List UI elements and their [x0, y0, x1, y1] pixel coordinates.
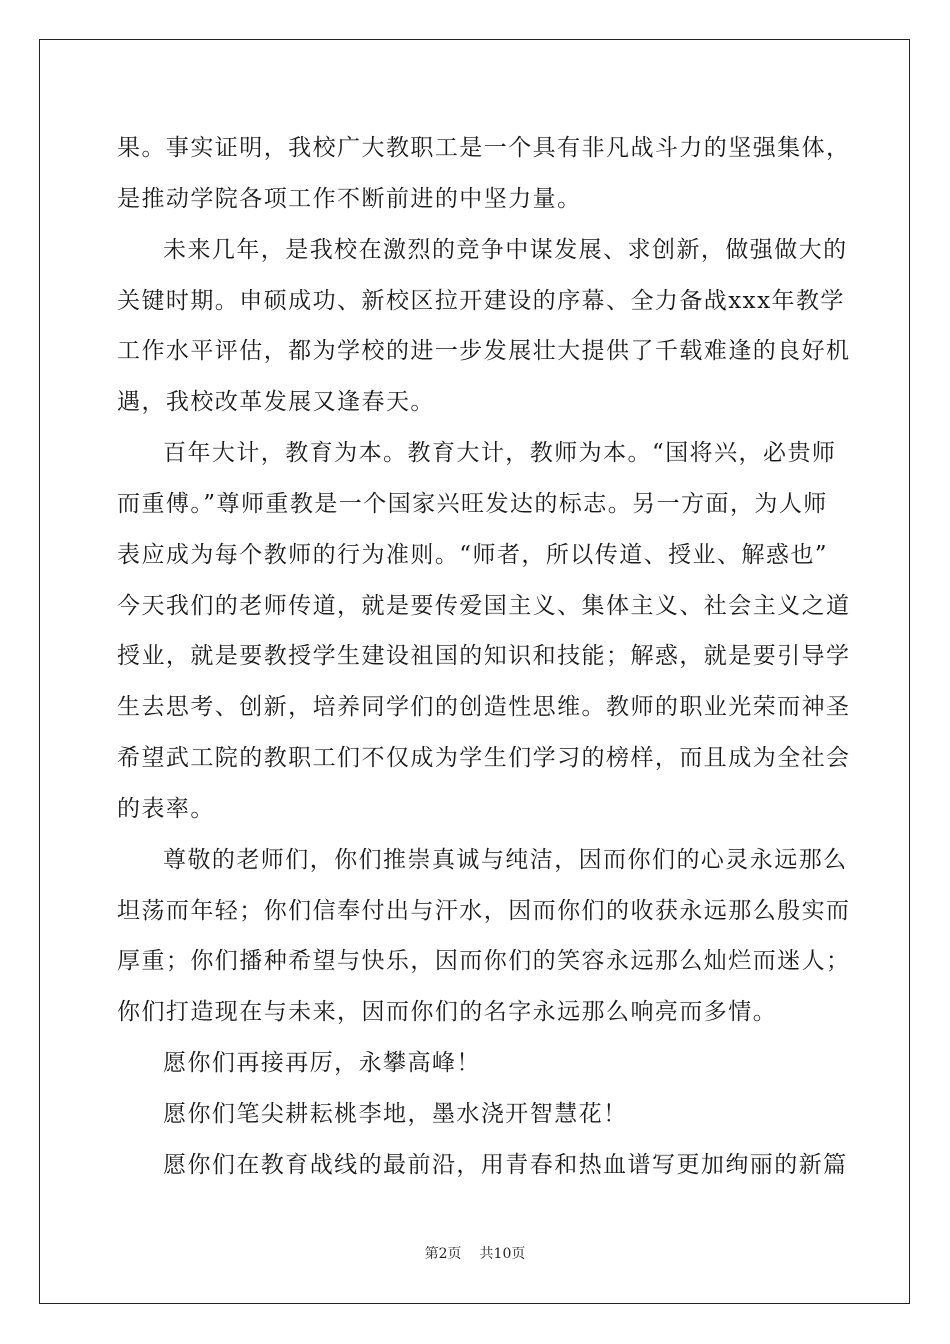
page-footer: [0, 1244, 950, 1264]
text-line: 你们打造现在与未来，因而你们的名字永远那么响亮而多情。: [117, 999, 778, 1025]
paragraph-start-line: 百年大计，教育为本。教育大计，教师为本。“国将兴，必贵师: [163, 440, 837, 466]
paragraph-start-line: 尊敬的老师们，你们推崇真诚与纯洁，因而你们的心灵永远那么: [163, 847, 848, 873]
text-line: 授业，就是要教授学生建设祖国的知识和技能；解惑，就是要引导学: [117, 643, 851, 669]
text-line: 是推动学院各项工作不断前进的中坚力量。: [117, 186, 582, 212]
page-total: 共10页: [479, 1246, 526, 1262]
text-line: 关键时期。申硕成功、新校区拉开建设的序幕、全力备战xxx年教学: [117, 288, 845, 314]
text-line: 厚重；你们播种希望与快乐，因而你们的笑容永远那么灿烂而迷人；: [117, 948, 851, 974]
text-line: 果。事实证明，我校广大教职工是一个具有非凡战斗力的坚强集体，: [117, 135, 851, 161]
text-line: 希望武工院的教职工们不仅成为学生们学习的榜样，而且成为全社会: [117, 745, 851, 771]
page-number: 第2页: [424, 1246, 462, 1262]
text-line: 遇，我校改革发展又逢春天。: [117, 389, 435, 415]
text-line: 生去思考、创新，培养同学们的创造性思维。教师的职业光荣而神圣: [117, 694, 851, 720]
paragraph-start-line: 愿你们在教育战线的最前沿，用青春和热血谱写更加绚丽的新篇: [163, 1152, 848, 1178]
text-line: 而重傅。”尊师重教是一个国家兴旺发达的标志。另一方面，为人师: [117, 491, 828, 517]
text-line: 的表率。: [117, 796, 215, 822]
paragraph-start-line: 未来几年，是我校在激烈的竞争中谋发展、求创新，做强做大的: [163, 237, 848, 263]
text-line: 工作水平评估，都为学校的进一步发展壮大提供了千载难逢的良好机: [117, 338, 851, 364]
text-line: 表应成为每个教师的行为准则。“师者，所以传道、授业、解惑也”: [117, 542, 829, 568]
text-line: 坦荡而年轻；你们信奉付出与汗水，因而你们的收获永远那么殷实而: [117, 898, 851, 924]
paragraph-start-line: 愿你们笔尖耕耘桃李地，墨水浇开智慧花！: [163, 1101, 628, 1127]
text-line: 今天我们的老师传道，就是要传爱国主义、集体主义、社会主义之道: [117, 593, 851, 619]
paragraph-start-line: 愿你们再接再厉，永攀高峰！: [163, 1050, 481, 1076]
